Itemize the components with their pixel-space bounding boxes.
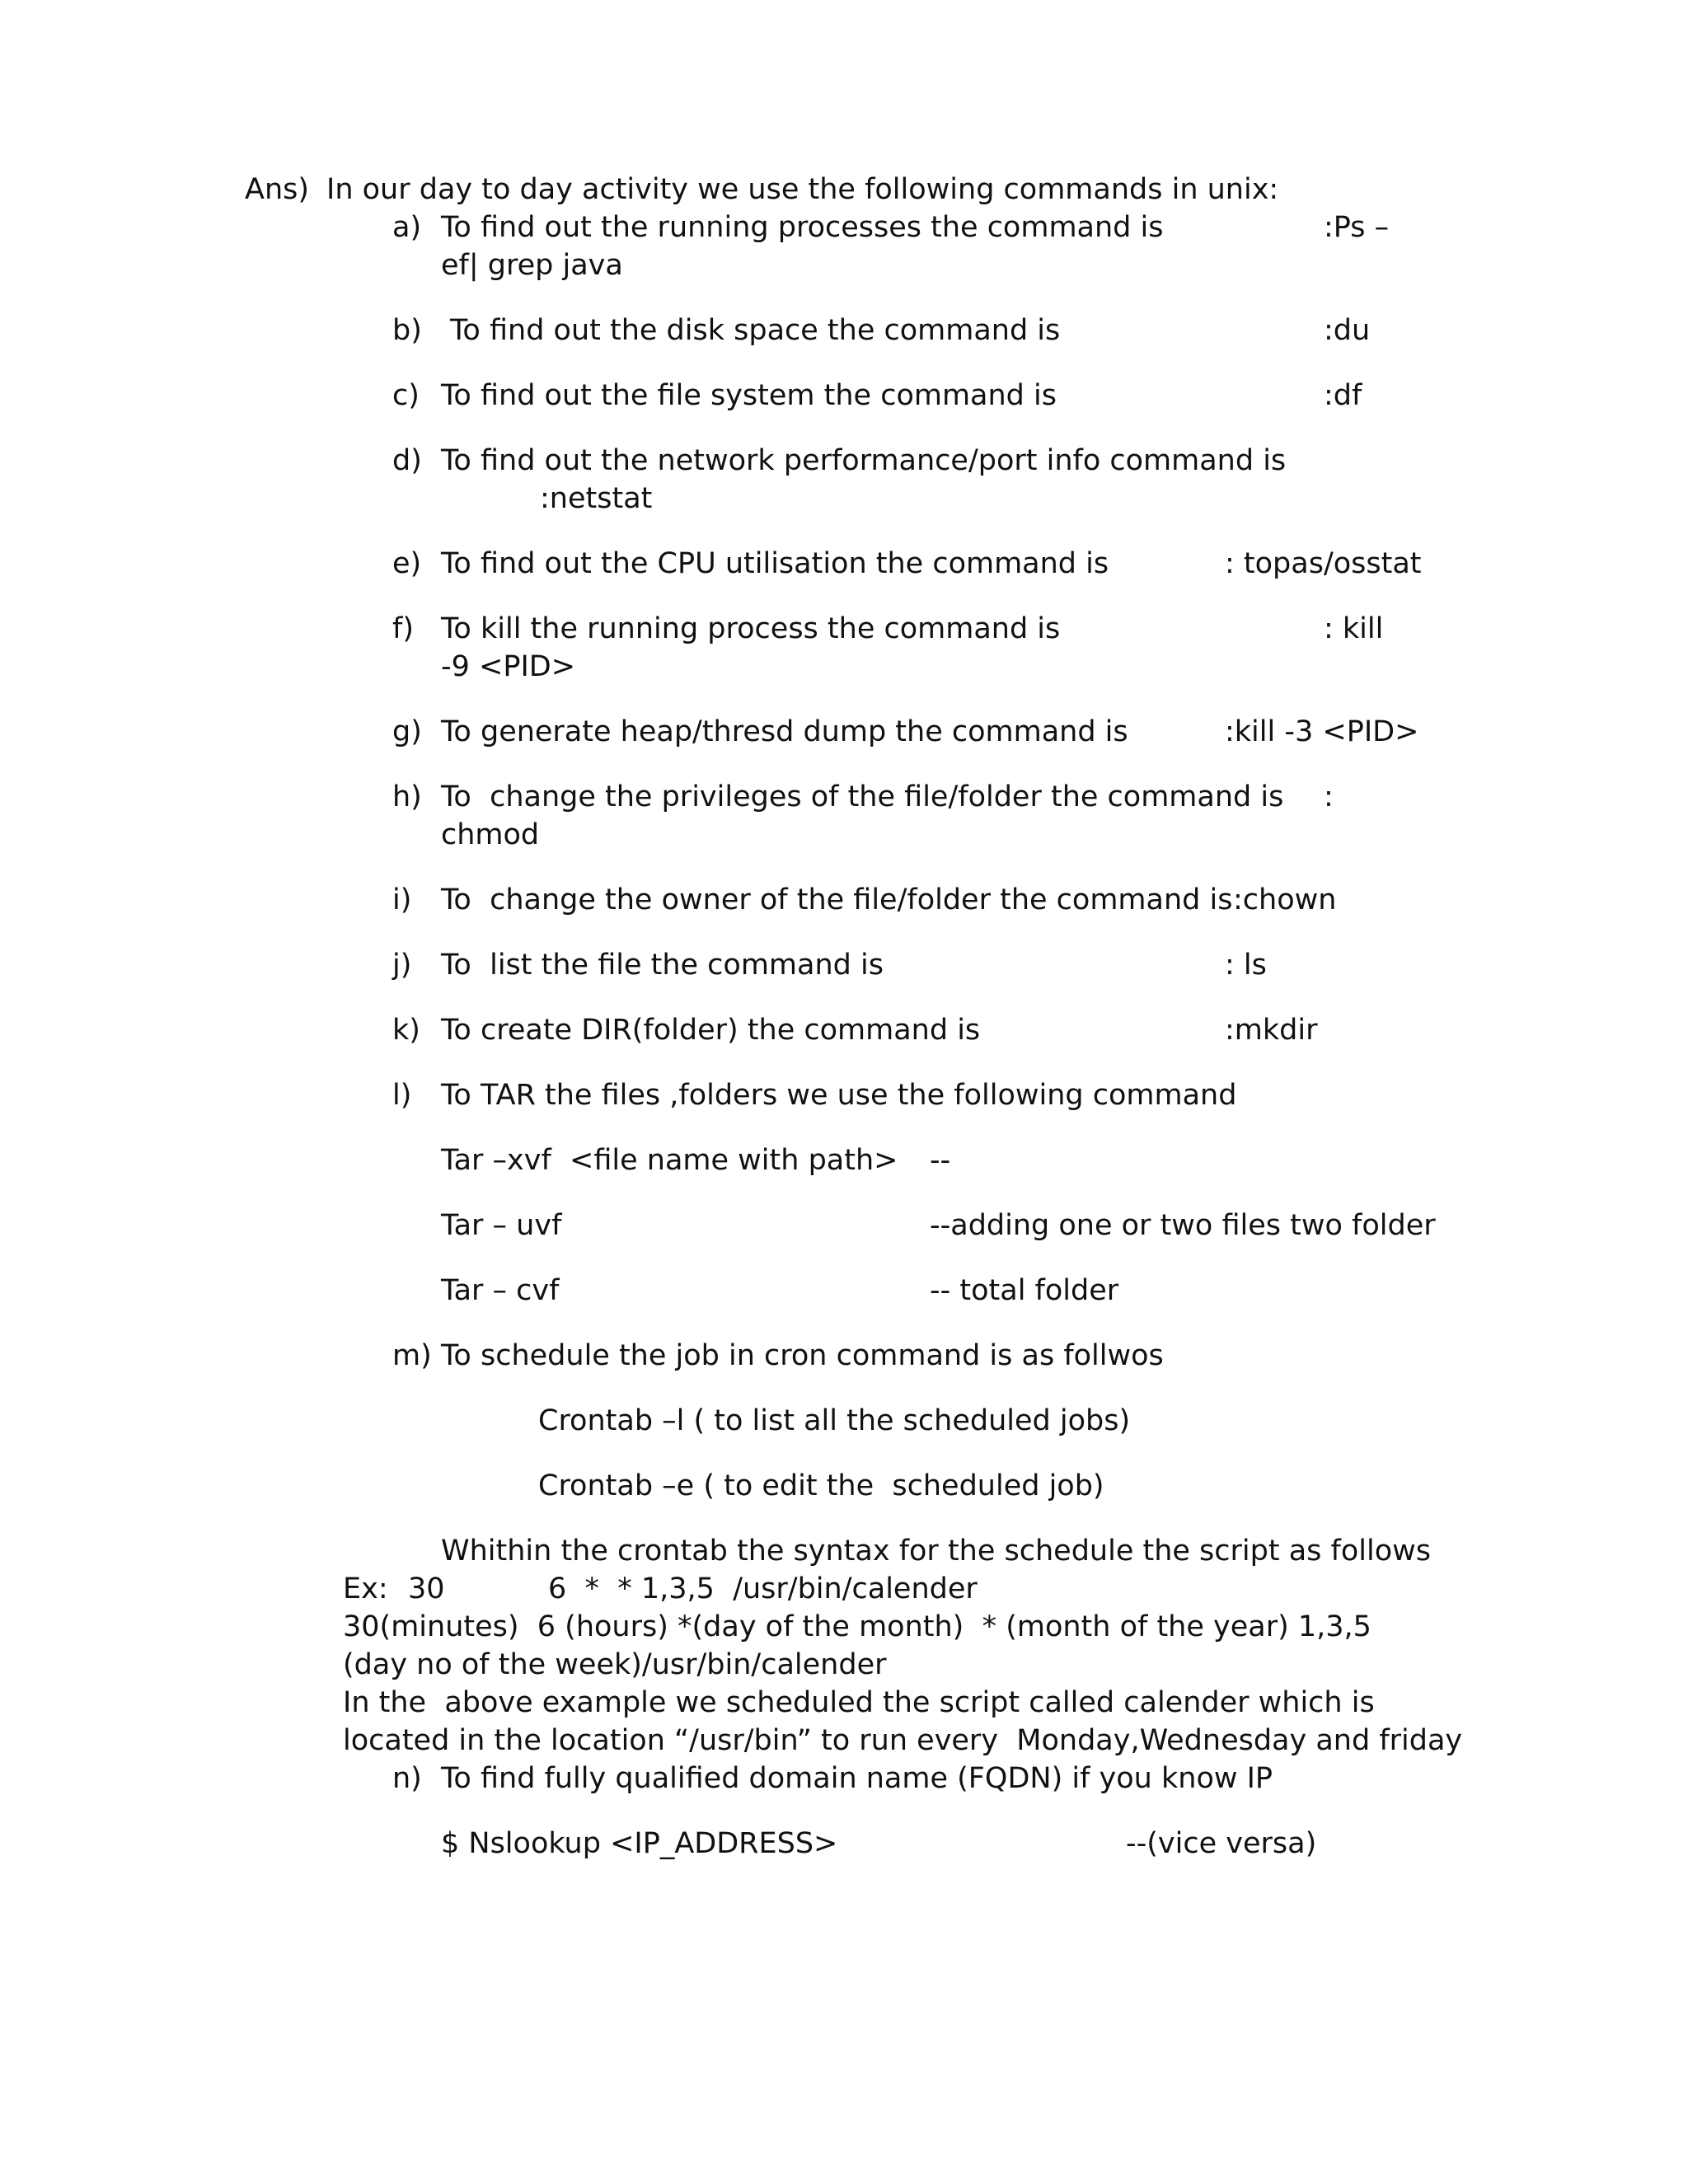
explain-line: In the above example we scheduled the script called calender which is <box>343 1686 1375 1719</box>
item-e-text: To find out the CPU utilisation the command is <box>441 547 1109 580</box>
item-i-marker: i) <box>392 883 412 916</box>
answer-prefix: Ans) <box>245 173 310 206</box>
item-h-continuation: chmod <box>441 818 540 851</box>
example-minute: 30 <box>408 1572 445 1605</box>
item-l-marker: l) <box>392 1079 412 1112</box>
item-k-command: :mkdir <box>1225 1014 1318 1047</box>
item-b-marker: b) <box>392 314 422 347</box>
tar-note: -- <box>930 1144 951 1177</box>
item-b-text: To find out the disk space the command is <box>450 314 1061 347</box>
item-b-command: :du <box>1324 314 1371 347</box>
item-e-marker: e) <box>392 547 422 580</box>
item-c-text: To find out the file system the command is <box>441 379 1057 412</box>
item-f-continuation: -9 <PID> <box>441 650 576 683</box>
tar-command: Tar –xvf <file name with path> <box>441 1144 898 1177</box>
item-a-command: :Ps – <box>1324 211 1390 244</box>
item-f-marker: f) <box>392 612 414 645</box>
crontab-syntax-intro: Whithin the crontab the syntax for the schedule the script as follows <box>441 1535 1431 1568</box>
item-h-command: : <box>1324 780 1334 813</box>
tar-note: -- total folder <box>930 1274 1119 1307</box>
item-a-continuation: ef| grep java <box>441 249 623 282</box>
crontab-edit-line: Crontab –e ( to edit the scheduled job) <box>538 1469 1104 1502</box>
item-m-marker: m) <box>392 1339 432 1372</box>
explain-line: located in the location “/usr/bin” to run every Monday,Wednesday and friday <box>343 1724 1463 1757</box>
explain-line: (day no of the week)/usr/bin/calender <box>343 1648 887 1681</box>
item-d-command: :netstat <box>540 482 653 515</box>
item-n-text: To find fully qualified domain name (FQDN) if you know IP <box>441 1762 1273 1795</box>
tar-note: --adding one or two files two folder <box>930 1209 1436 1242</box>
item-j-command: : ls <box>1225 949 1267 982</box>
item-j-text: To list the file the command is <box>441 949 884 982</box>
item-f-command: : kill <box>1324 612 1384 645</box>
item-m-text: To schedule the job in cron command is as follwos <box>441 1339 1164 1372</box>
crontab-list-line: Crontab –l ( to list all the scheduled jobs) <box>538 1404 1131 1437</box>
item-h-marker: h) <box>392 780 422 813</box>
explain-line: 30(minutes) 6 (hours) *(day of the month) * (month of the year) 1,3,5 <box>343 1610 1372 1643</box>
item-g-command: :kill -3 <PID> <box>1225 715 1419 748</box>
example-label: Ex: <box>343 1572 388 1605</box>
item-e-command: : topas/osstat <box>1225 547 1422 580</box>
item-a-text: To find out the running processes the command is <box>441 211 1164 244</box>
item-i-command: :chown <box>1233 883 1337 916</box>
item-j-marker: j) <box>392 949 412 982</box>
nslookup-note: --(vice versa) <box>1126 1827 1317 1860</box>
item-k-marker: k) <box>392 1014 420 1047</box>
item-d-text: To find out the network performance/port info command is <box>441 444 1287 477</box>
nslookup-command: $ Nslookup <IP_ADDRESS> <box>441 1827 838 1860</box>
intro-text: In our day to day activity we use the following commands in unix: <box>326 173 1279 206</box>
item-c-command: :df <box>1324 379 1362 412</box>
item-g-marker: g) <box>392 715 422 748</box>
item-h-text: To change the privileges of the file/folder the command is <box>441 780 1284 813</box>
example-schedule: 6 * * 1,3,5 /usr/bin/calender <box>548 1572 978 1605</box>
item-n-marker: n) <box>392 1762 422 1795</box>
item-g-text: To generate heap/thresd dump the command is <box>441 715 1128 748</box>
item-i-text: To change the owner of the file/folder the command is <box>441 883 1233 916</box>
item-a-marker: a) <box>392 211 422 244</box>
item-l-text: To TAR the files ,folders we use the following command <box>441 1079 1237 1112</box>
item-c-marker: c) <box>392 379 420 412</box>
tar-command: Tar – cvf <box>441 1274 560 1307</box>
item-f-text: To kill the running process the command is <box>441 612 1061 645</box>
tar-command: Tar – uvf <box>441 1209 562 1242</box>
item-k-text: To create DIR(folder) the command is <box>441 1014 981 1047</box>
item-d-marker: d) <box>392 444 422 477</box>
